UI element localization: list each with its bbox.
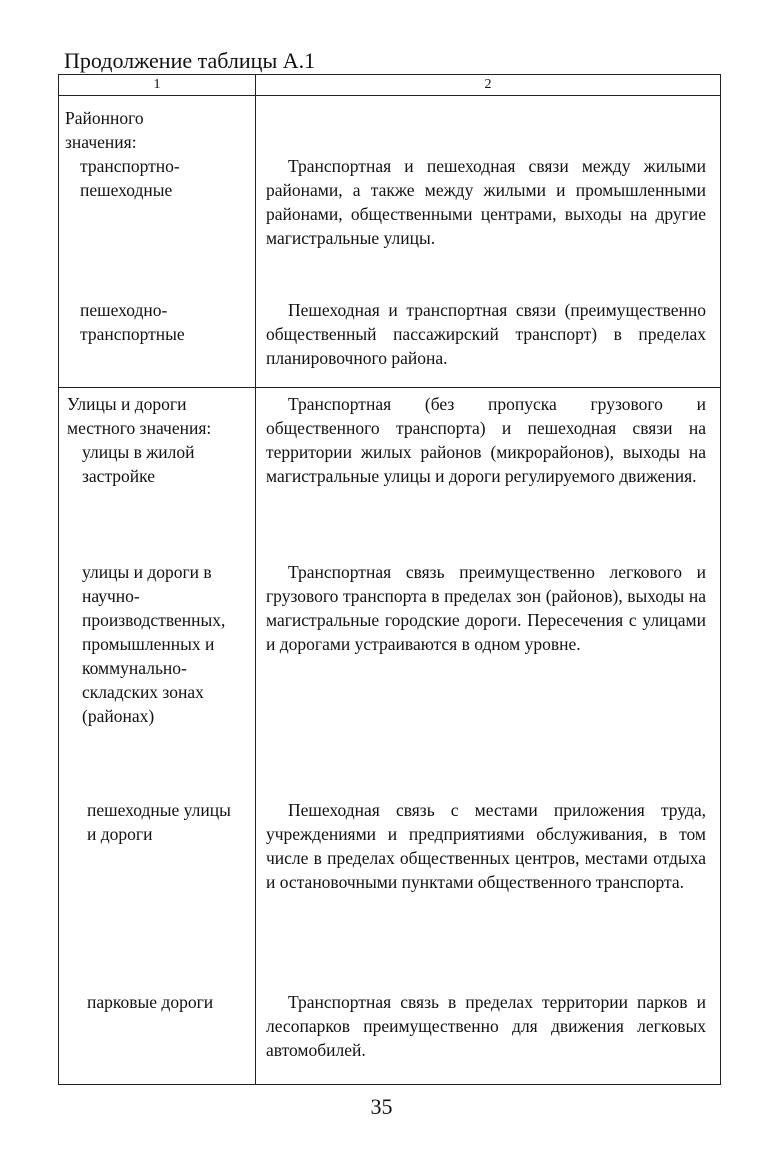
- district-group-descriptions-cell: [256, 96, 721, 388]
- term-residential-streets: улицы в жилой застройке: [82, 442, 195, 486]
- table-header-row: [59, 75, 721, 96]
- term-pedestrian-streets: пешеходные улицы и дороги: [87, 800, 231, 844]
- column-header-2: 2: [256, 75, 721, 96]
- term-transport-pedestrian: транспортно-пешеходные: [80, 156, 180, 200]
- description-industrial-streets: Транспортная связь преимущественно легкового и грузового транспорта в пределах зон (районов), выходы на магистральные городские дороги. Пересечения с улицами и дорогами устраиваются в одном уровне.: [266, 562, 706, 654]
- description-pedestrian-transport: Пешеходная и транспортная связи (преимущественно общественный пассажирский транспорт) в пределах планировочного района.: [266, 300, 706, 368]
- table-row-district-group: [59, 96, 721, 388]
- local-group-descriptions-cell: [256, 388, 721, 1085]
- local-group-terms-cell: [59, 388, 256, 1085]
- term-industrial-streets: улицы и дороги в научно-производственных, промышленных и коммунально-складских зонах (районах): [82, 562, 226, 726]
- group-title-local: Улицы и дороги местного значения:: [67, 394, 212, 438]
- page-number: 35: [370, 1094, 393, 1119]
- table-row-local-group: [59, 388, 721, 1085]
- description-pedestrian-streets: Пешеходная связь с местами приложения труда, учреждениями и предприятиями обслуживания, в том числе в пределах общественных центров, местами отдыха и остановочными пунктами общественного транспорта.: [266, 800, 706, 892]
- description-residential-streets: Транспортная (без пропуска грузового и общественного транспорта) и пешеходная связи на территории жилых районов (микрорайонов), выходы на магистральные улицы и дороги регулируемого движения.: [266, 394, 706, 486]
- term-park-roads: парковые дороги: [87, 992, 214, 1012]
- classification-table: [58, 74, 721, 1085]
- district-group-terms-cell: [59, 96, 256, 388]
- term-pedestrian-transport: пешеходно-транспортные: [80, 300, 185, 344]
- description-park-roads: Транспортная связь в пределах территории парков и лесопарков преимущественно для движения легковых автомобилей.: [266, 992, 706, 1060]
- group-title-district: Районного значения:: [65, 108, 144, 152]
- table-caption: Продолжение таблицы А.1: [64, 48, 316, 73]
- column-header-1: 1: [59, 75, 256, 96]
- description-transport-pedestrian: Транспортная и пешеходная связи между жилыми районами, а также между жилыми и промышленными районами, общественными центрами, выходы на другие магистральные улицы.: [266, 156, 706, 248]
